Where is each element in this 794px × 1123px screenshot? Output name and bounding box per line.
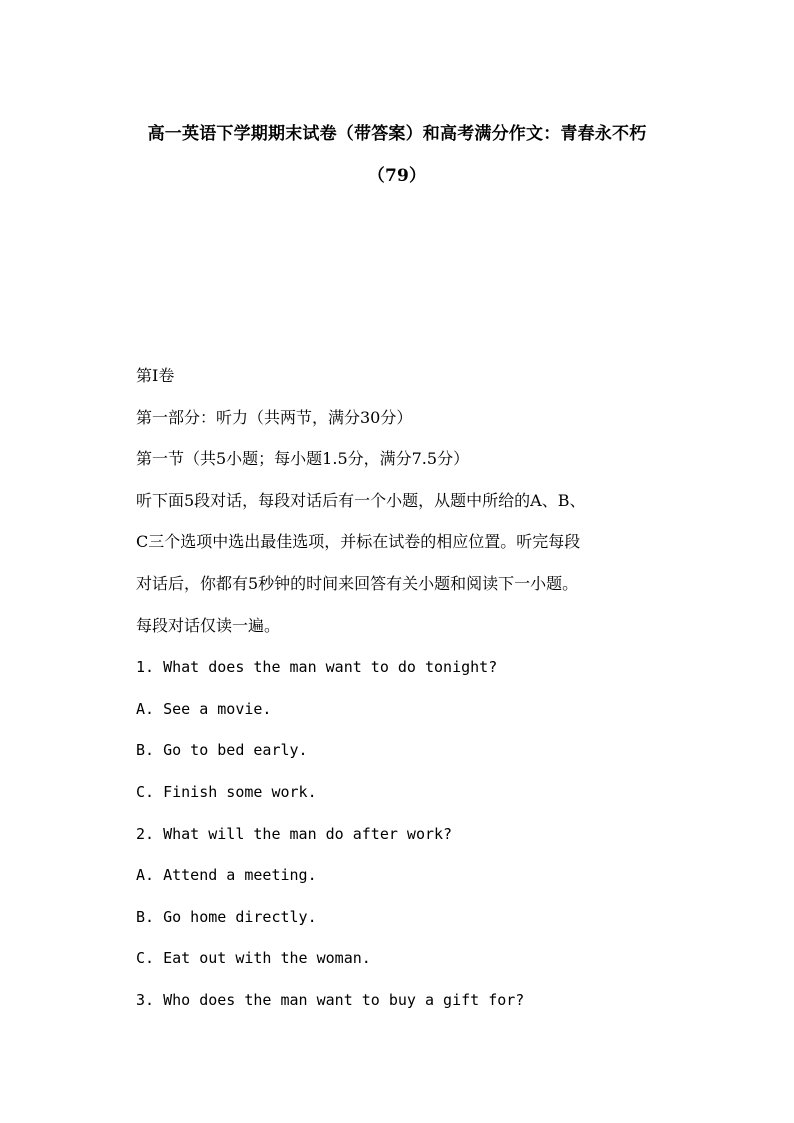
instruction-line: 每段对话仅读一遍。	[136, 615, 281, 635]
instruction-line: C三个选项中选出最佳选项，并标在试卷的相应位置。听完每段	[136, 532, 581, 552]
question-2-option-c: C. Eat out with the woman.	[136, 949, 371, 968]
section-volume: 第Ⅰ卷	[136, 366, 175, 385]
question-1-option-a: A. See a movie.	[136, 699, 272, 718]
instruction-line: 听下面5段对话，每段对话后有一个小题，从题中所给的A、B、	[136, 490, 586, 510]
question-3: 3. Who does the man want to buy a gift for?	[136, 990, 525, 1009]
question-2-option-b: B. Go home directly.	[136, 907, 317, 926]
document-title-number: （79）	[367, 166, 427, 186]
exam-body	[136, 364, 676, 1030]
question-2-option-a: A. Attend a meeting.	[136, 866, 317, 885]
question-1: 1. What does the man want to do tonight?	[136, 658, 498, 677]
question-2: 2. What will the man do after work?	[136, 824, 453, 843]
subsection-heading: 第一节（共5小题；每小题1.5分，满分7.5分）	[136, 449, 470, 469]
question-1-option-c: C. Finish some work.	[136, 782, 317, 801]
instruction-line: 对话后，你都有5秒钟的时间来回答有关小题和阅读下一小题。	[136, 573, 579, 593]
part-heading: 第一部分：听力（共两节，满分30分）	[136, 407, 413, 427]
question-1-option-b: B. Go to bed early.	[136, 741, 308, 760]
document-title: 高一英语下学期期末试卷（带答案）和高考满分作文：青春永不朽	[147, 124, 647, 144]
